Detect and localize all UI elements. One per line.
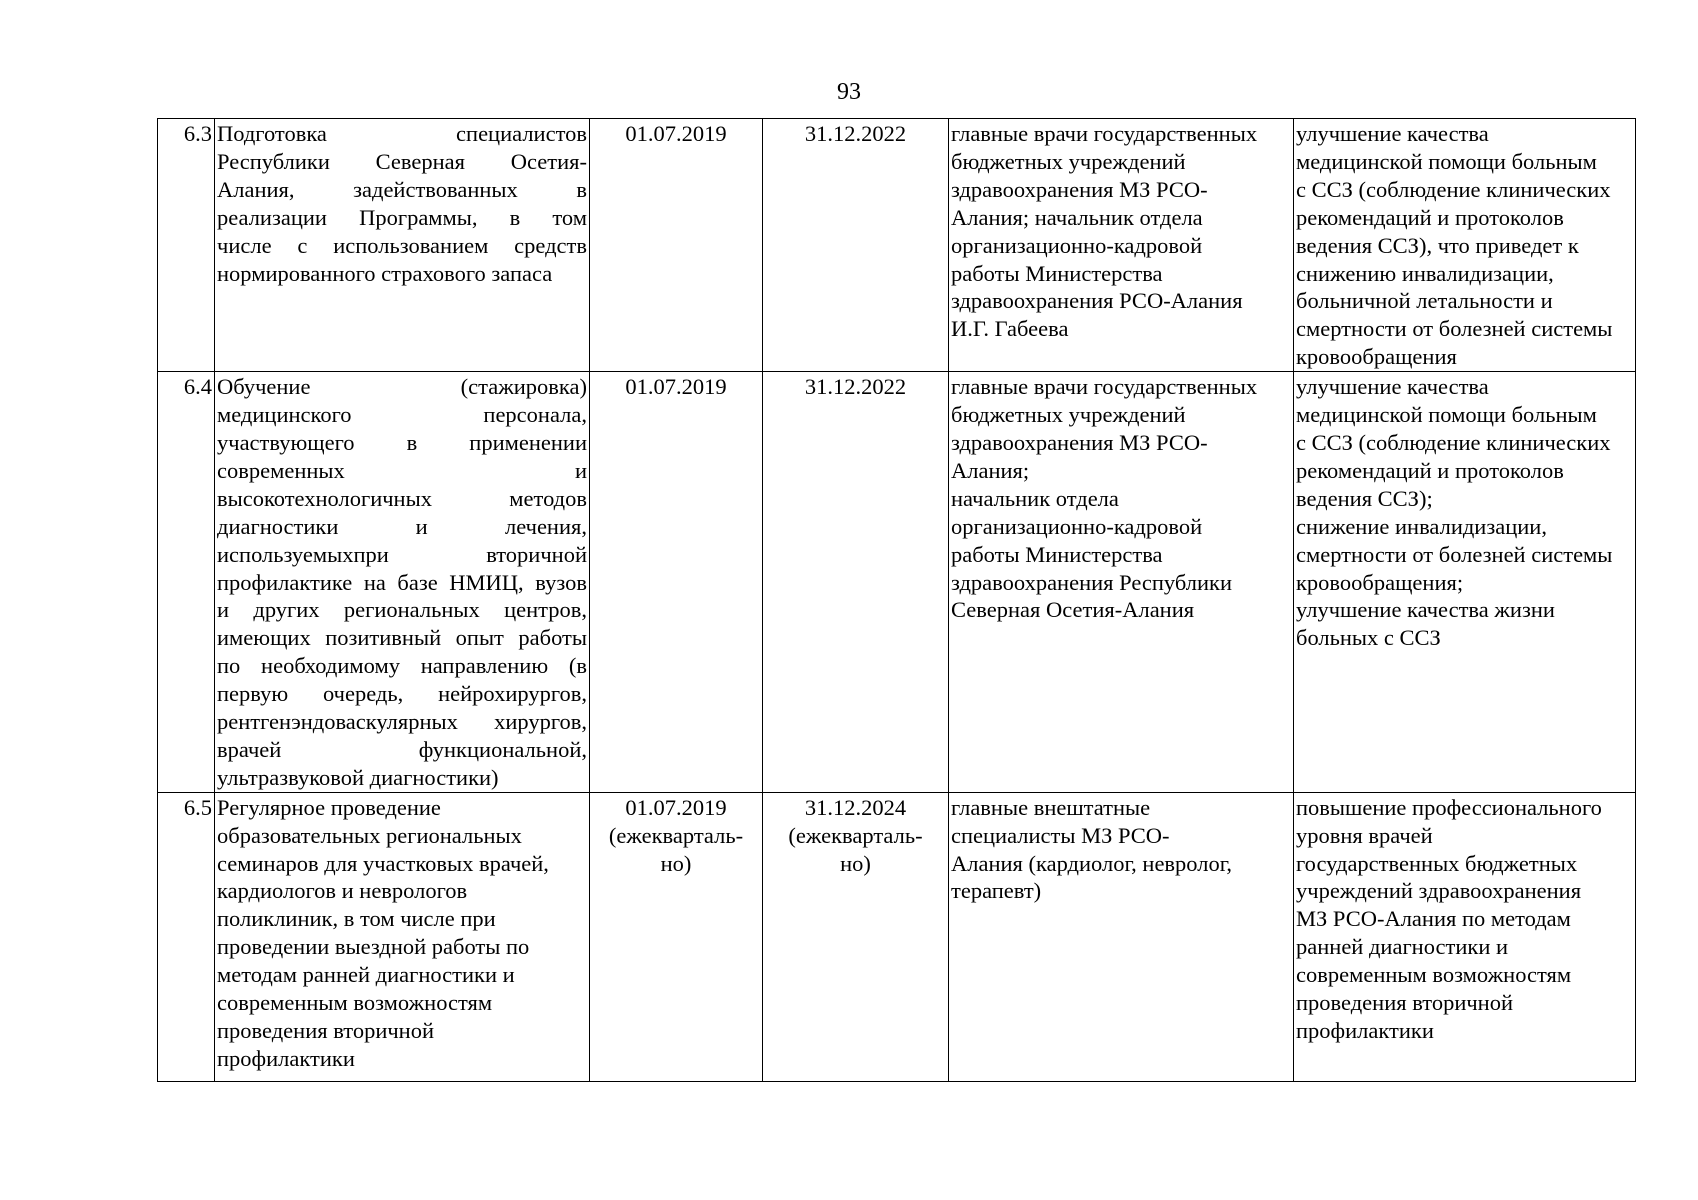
text-line: Регулярное проведение bbox=[217, 794, 441, 820]
text-line: больничной летальности и bbox=[1296, 288, 1553, 314]
start-date-cell bbox=[590, 372, 763, 793]
text-line: здравоохранения МЗ РСО- bbox=[951, 176, 1208, 202]
text-line: бюджетных учреждений bbox=[951, 402, 1186, 428]
text-line: снижение инвалидизации, bbox=[1296, 513, 1547, 539]
text-line: ультразвуковой диагностики) bbox=[217, 764, 499, 790]
text-line: смертности от болезней системы bbox=[1296, 541, 1613, 567]
text-line: рентгенэндоваскулярных хирургов, bbox=[217, 709, 587, 735]
text-line: профилактики bbox=[1296, 1018, 1434, 1043]
text-line: государственных бюджетных bbox=[1296, 850, 1578, 876]
text-line: рекомендаций и протоколов bbox=[1296, 204, 1564, 230]
text-line: больных с ССЗ bbox=[1296, 625, 1441, 651]
text-line: диагностики и лечения, bbox=[217, 513, 587, 539]
text-line: главные врачи государственных bbox=[951, 121, 1258, 146]
text-line: нормированного страхового запаса bbox=[217, 260, 553, 286]
text-line: с ССЗ (соблюдение клинических bbox=[1296, 176, 1611, 202]
text-line: МЗ РСО-Алания по методам bbox=[1296, 906, 1571, 932]
page-number: 93 bbox=[837, 79, 861, 105]
text-line: организационно-кадровой bbox=[951, 513, 1203, 539]
result-cell bbox=[1294, 119, 1636, 372]
text-line: по необходимому направлению (в bbox=[217, 653, 587, 679]
text-line: главные врачи государственных bbox=[951, 374, 1258, 400]
text-line: снижению инвалидизации, bbox=[1296, 260, 1554, 286]
text-line: улучшение качества bbox=[1296, 374, 1489, 400]
text-line: проведения вторичной bbox=[217, 1018, 435, 1043]
text-line: Алания, задействованных в bbox=[217, 176, 587, 202]
text-line: смертности от болезней системы bbox=[1296, 316, 1613, 342]
text-line: учреждений здравоохранения bbox=[1296, 878, 1582, 904]
text-line: ранней диагностики и bbox=[1296, 934, 1509, 960]
text-line: 01.07.2019 bbox=[625, 374, 727, 400]
text-line: (ежекварталь- bbox=[788, 822, 923, 848]
text-line: семинаров для участковых врачей, bbox=[217, 850, 549, 876]
text-line: используемыхпри вторичной bbox=[217, 541, 587, 567]
activity-cell bbox=[215, 119, 590, 372]
responsible-cell bbox=[949, 792, 1294, 1081]
text-line: И.Г. Габеева bbox=[951, 316, 1069, 342]
text-line: уровня врачей bbox=[1296, 822, 1433, 848]
activity-cell bbox=[215, 792, 590, 1081]
text-line: методам ранней диагностики и bbox=[217, 962, 515, 988]
text-line: главные внештатные bbox=[951, 794, 1151, 820]
text-line: 31.12.2022 bbox=[804, 121, 907, 146]
text-line: профилактике на базе НМИЦ, вузов bbox=[217, 569, 587, 595]
text-line: современных и bbox=[217, 457, 587, 483]
responsible-cell bbox=[949, 119, 1294, 372]
result-cell bbox=[1294, 372, 1636, 793]
table-row bbox=[158, 372, 1636, 793]
text-line: медицинской помощи больным bbox=[1296, 148, 1597, 174]
text-line: Алания; bbox=[951, 457, 1030, 483]
text-line: участвующего в применении bbox=[217, 429, 587, 455]
text-line: здравоохранения РСО-Алания bbox=[951, 288, 1243, 314]
text-line: организационно-кадровой bbox=[951, 232, 1203, 258]
text-line: профилактики bbox=[217, 1045, 355, 1071]
text-line: специалисты МЗ РСО- bbox=[951, 822, 1170, 848]
text-line: 01.07.2019 bbox=[625, 794, 727, 820]
start-date-cell bbox=[590, 119, 763, 372]
text-line: кровообращения bbox=[1296, 344, 1457, 370]
text-line: высокотехнологичных методов bbox=[217, 485, 587, 511]
text-line: поликлиник, в том числе при bbox=[217, 906, 496, 932]
text-line: 31.12.2024 bbox=[804, 794, 907, 820]
responsible-cell bbox=[949, 372, 1294, 793]
row-number: 6.3 bbox=[158, 119, 215, 372]
text-line: образовательных региональных bbox=[217, 822, 522, 848]
text-line: врачей функциональной, bbox=[217, 736, 587, 762]
text-line: и других региональных центров, bbox=[217, 597, 587, 623]
text-line: бюджетных учреждений bbox=[951, 148, 1186, 174]
text-line: проведении выездной работы по bbox=[217, 934, 530, 960]
start-date-cell bbox=[590, 792, 763, 1081]
text-line: но) bbox=[660, 850, 692, 876]
text-line: начальник отдела bbox=[951, 485, 1119, 511]
text-line: проведения вторичной bbox=[1296, 990, 1514, 1016]
text-line: числе с использованием средств bbox=[217, 232, 587, 258]
text-line: (ежекварталь- bbox=[608, 822, 744, 848]
text-line: повышение профессионального bbox=[1296, 794, 1602, 820]
text-line: 01.07.2019 bbox=[625, 121, 727, 146]
table-row bbox=[158, 792, 1636, 1081]
text-line: с ССЗ (соблюдение клинических bbox=[1296, 429, 1611, 455]
end-date-cell bbox=[763, 792, 949, 1081]
text-line: 31.12.2022 bbox=[804, 374, 907, 400]
text-line: Алания (кардиолог, невролог, bbox=[951, 850, 1233, 876]
text-line: медицинской помощи больным bbox=[1296, 402, 1597, 428]
text-line: Северная Осетия-Алания bbox=[951, 597, 1195, 623]
text-line: Подготовка специалистов bbox=[217, 121, 587, 146]
text-line: кровообращения; bbox=[1296, 569, 1464, 595]
text-line: первую очередь, нейрохирургов, bbox=[217, 681, 587, 707]
end-date-cell bbox=[763, 119, 949, 372]
text-line: Республики Северная Осетия- bbox=[217, 148, 587, 174]
text-line: работы Министерства bbox=[951, 260, 1163, 286]
text-line: но) bbox=[840, 850, 871, 876]
text-line: улучшение качества bbox=[1296, 121, 1489, 146]
text-line: кардиологов и неврологов bbox=[217, 878, 468, 904]
text-line: рекомендаций и протоколов bbox=[1296, 457, 1564, 483]
measures-table bbox=[157, 118, 1636, 1082]
text-line: здравоохранения Республики bbox=[951, 569, 1233, 595]
text-line: имеющих позитивный опыт работы bbox=[217, 625, 587, 651]
text-line: улучшение качества жизни bbox=[1296, 597, 1555, 623]
text-line: ведения ССЗ); bbox=[1296, 485, 1433, 511]
row-number: 6.5 bbox=[158, 792, 215, 1081]
end-date-cell bbox=[763, 372, 949, 793]
text-line: Алания; начальник отдела bbox=[951, 204, 1203, 230]
text-line: здравоохранения МЗ РСО- bbox=[951, 429, 1208, 455]
row-number: 6.4 bbox=[158, 372, 215, 793]
result-cell bbox=[1294, 792, 1636, 1081]
text-line: ведения ССЗ), что приведет к bbox=[1296, 232, 1579, 258]
activity-cell bbox=[215, 372, 590, 793]
text-line: современным возможностям bbox=[1296, 962, 1572, 988]
text-line: современным возможностям bbox=[217, 990, 493, 1016]
table-row bbox=[158, 119, 1636, 372]
text-line: реализации Программы, в том bbox=[217, 204, 587, 230]
text-line: терапевт) bbox=[951, 878, 1042, 904]
text-line: работы Министерства bbox=[951, 541, 1163, 567]
text-line: медицинского персонала, bbox=[217, 402, 587, 428]
text-line: Обучение (стажировка) bbox=[217, 374, 587, 400]
